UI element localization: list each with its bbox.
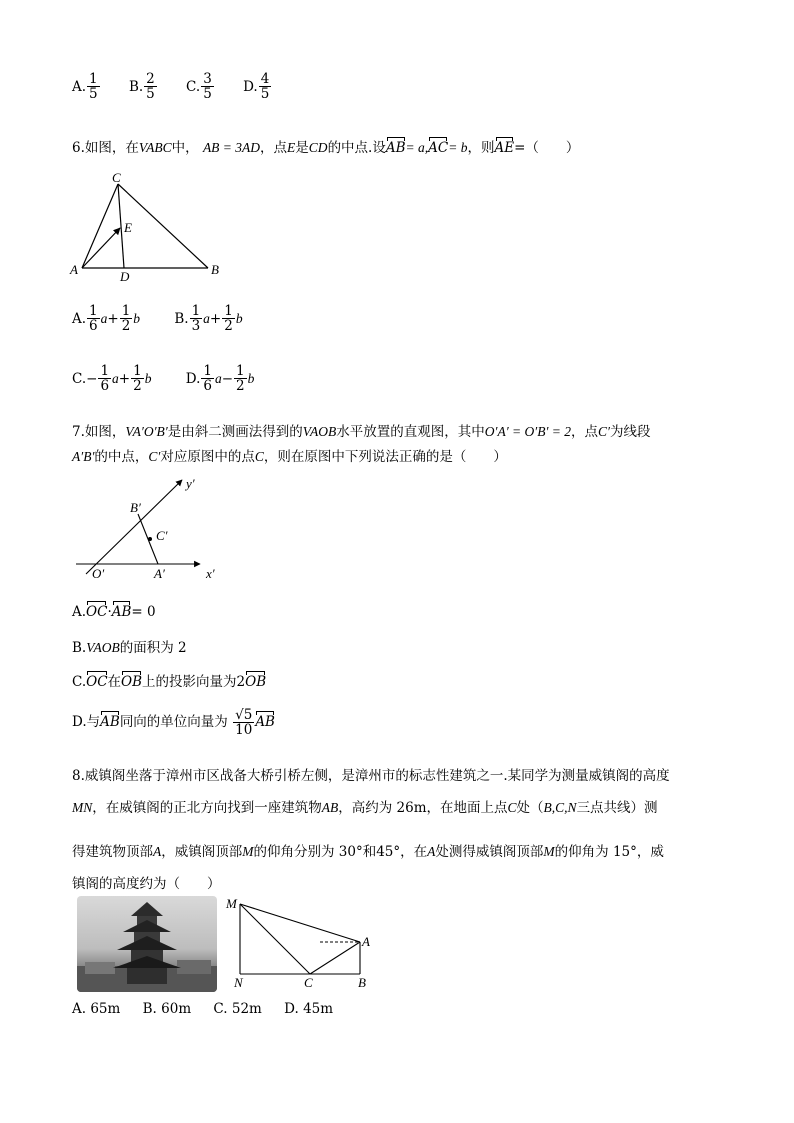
label-o: O′ [92,566,105,581]
q5-options [72,72,296,101]
q8-stem-line1: 8.威镇阁坐落于漳州市区战备大桥引桥左侧，是漳州市的标志性建筑之一.某同学为测量威镇阁的高度 [72,768,670,784]
q6-option-c[interactable]: C. − $\frac{1}{6}$ a + $\frac{1}{2}$ b [72,363,152,395]
q6-stem: 6.如图，在VABC中， AB = 3AD，点E是CD的中点.设AB= a,AC= b，则AE=（ ） [72,140,580,156]
q6-option-a[interactable]: A. $\frac{1}{6}$ a + $\frac{1}{2}$ b [72,303,141,335]
pagoda-photo [77,896,217,992]
q7-option-b[interactable]: B.VAOB的面积为 2 [72,640,187,656]
line-ma [240,904,360,942]
pagoda-illustration [77,896,217,992]
line-mc [240,904,310,974]
q6-options-row1 [72,304,267,333]
label-b: B [358,975,366,990]
label-d: D [120,269,130,282]
q8-option-d[interactable]: D. 45m [284,1001,334,1017]
q8-stem-line2: MN，在威镇阁的正北方向找到一座建筑物AB，高约为 26m，在地面上点C处（B,C,N三点共线）测 [72,800,658,816]
q7-option-c[interactable]: C.OC在OB上的投影向量为2OB [72,674,267,690]
label-a: A [362,934,370,949]
q5-option-b[interactable]: B. $\frac{2}{5}$ [128,71,155,103]
label-b: B′ [130,500,141,515]
q5-option-c[interactable]: C. $\frac{3}{5}$ [186,71,212,103]
label-y: y′ [186,476,195,491]
q8-option-b[interactable]: B. 60m [142,1001,192,1017]
side-ac [82,184,118,268]
label-e: E [124,220,132,235]
y-axis [86,480,182,574]
q6-option-d[interactable]: D. $\frac{1}{6}$ a − $\frac{1}{2}$ b [185,363,255,395]
q6-option-b[interactable]: B. $\frac{1}{3}$ a + $\frac{1}{2}$ b [174,303,243,335]
vector-ae [82,228,120,268]
q7-stem-line1: 7.如图，VA′O′B′是由斜二测画法得到的VAOB水平放置的直观图，其中O′A′ = O′B′ = 2，点C′为线段 [72,424,651,440]
q6-triangle-figure [68,170,238,282]
line-ca [310,942,360,974]
q7-option-d[interactable]: D.与AB同向的单位向量为 $\frac{√5}{10}$ AB [72,707,275,739]
q7-option-a[interactable]: A.OC·AB= 0 [72,604,156,620]
q8-stem-line4: 镇阁的高度约为（ ） [72,876,221,892]
label-a: A [70,262,78,277]
label-c: C [304,975,313,990]
q7-stem-line2: A′B′的中点，C′对应原图中的点C，则在原图中下列说法正确的是（ ） [72,449,507,465]
q8-height-figure [224,894,374,994]
label-x: x′ [206,566,215,581]
label-c: C′ [156,528,168,543]
q5-option-d[interactable]: D. $\frac{4}{5}$ [243,71,270,103]
q8-option-c[interactable]: C. 52m [213,1001,262,1017]
label-c: C [112,170,121,185]
label-n: N [234,975,243,990]
q8-stem-line3: 得建筑物顶部A，威镇阁顶部M的仰角分别为 30°和45°，在A处测得威镇阁顶部M的仰角为 15°，威 [72,844,664,860]
q6-options-row2 [72,364,278,393]
label-b: B [211,262,219,277]
q5-option-a[interactable]: A. $\frac{1}{5}$ [72,71,98,103]
q8-option-a[interactable]: A. 65m [72,1001,121,1017]
label-a: A′ [154,566,165,581]
q7-oblique-figure [72,470,232,582]
point-c [148,537,152,541]
label-m: M [226,896,237,911]
q8-options [72,1001,357,1017]
